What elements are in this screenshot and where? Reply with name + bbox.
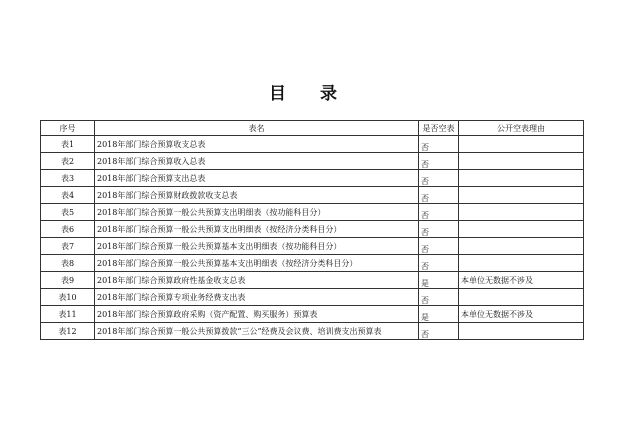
header-reason: 公开空表理由 (459, 121, 584, 136)
row-num: 表4 (41, 187, 95, 204)
row-empty: 否 (419, 238, 459, 255)
row-empty: 否 (419, 170, 459, 187)
table-row (41, 306, 584, 323)
row-reason (459, 153, 584, 170)
row-name: 2018年部门综合预算收支总表 (95, 136, 419, 153)
row-name: 2018年部门综合预算政府性基金收支总表 (95, 272, 419, 289)
row-reason (459, 238, 584, 255)
table-row (41, 187, 584, 204)
table-row (41, 204, 584, 221)
row-reason (459, 136, 584, 153)
table-row (41, 221, 584, 238)
row-name: 2018年部门综合预算支出总表 (95, 170, 419, 187)
row-empty: 否 (419, 289, 459, 306)
row-empty: 否 (419, 221, 459, 238)
row-reason (459, 221, 584, 238)
row-reason (459, 289, 584, 306)
row-name: 2018年部门综合预算一般公共预算支出明细表（按经济分类科目分） (95, 221, 419, 238)
row-name: 2018年部门综合预算政府采购（资产配置、购买服务）预算表 (95, 306, 419, 323)
row-num: 表2 (41, 153, 95, 170)
table-header-row (41, 121, 584, 136)
row-reason: 本单位无数据不涉及 (459, 306, 584, 323)
row-empty: 否 (419, 136, 459, 153)
row-num: 表5 (41, 204, 95, 221)
row-num: 表1 (41, 136, 95, 153)
header-empty: 是否空表 (419, 121, 459, 136)
row-name: 2018年部门综合预算收入总表 (95, 153, 419, 170)
row-reason (459, 255, 584, 272)
row-num: 表7 (41, 238, 95, 255)
table-row (41, 255, 584, 272)
row-empty: 否 (419, 153, 459, 170)
row-reason (459, 170, 584, 187)
row-name: 2018年部门综合预算财政拨款收支总表 (95, 187, 419, 204)
row-reason: 本单位无数据不涉及 (459, 272, 584, 289)
table-row (41, 272, 584, 289)
page-title: 目 录 (269, 84, 351, 104)
row-empty: 否 (419, 323, 459, 340)
row-empty: 是 (419, 306, 459, 323)
toc-table (40, 120, 584, 340)
row-empty: 否 (419, 204, 459, 221)
row-num: 表11 (41, 306, 95, 323)
row-reason (459, 323, 584, 340)
row-name: 2018年部门综合预算一般公共预算支出明细表（按功能科目分） (95, 204, 419, 221)
row-num: 表12 (41, 323, 95, 340)
row-name: 2018年部门综合预算一般公共预算拨款“三公”经费及会议费、培训费支出预算表 (95, 323, 419, 340)
table-row (41, 153, 584, 170)
row-num: 表10 (41, 289, 95, 306)
row-name: 2018年部门综合预算专项业务经费支出表 (95, 289, 419, 306)
row-reason (459, 187, 584, 204)
row-name: 2018年部门综合预算一般公共预算基本支出明细表（按经济分类科目分） (95, 255, 419, 272)
row-empty: 是 (419, 272, 459, 289)
table-row (41, 238, 584, 255)
header-num: 序号 (41, 121, 95, 136)
table-row (41, 323, 584, 340)
row-name: 2018年部门综合预算一般公共预算基本支出明细表（按功能科目分） (95, 238, 419, 255)
row-num: 表3 (41, 170, 95, 187)
header-name: 表名 (95, 121, 419, 136)
row-num: 表9 (41, 272, 95, 289)
table-row (41, 136, 584, 153)
row-num: 表6 (41, 221, 95, 238)
table-row (41, 289, 584, 306)
row-num: 表8 (41, 255, 95, 272)
table-row (41, 170, 584, 187)
row-empty: 否 (419, 255, 459, 272)
row-reason (459, 204, 584, 221)
row-empty: 否 (419, 187, 459, 204)
